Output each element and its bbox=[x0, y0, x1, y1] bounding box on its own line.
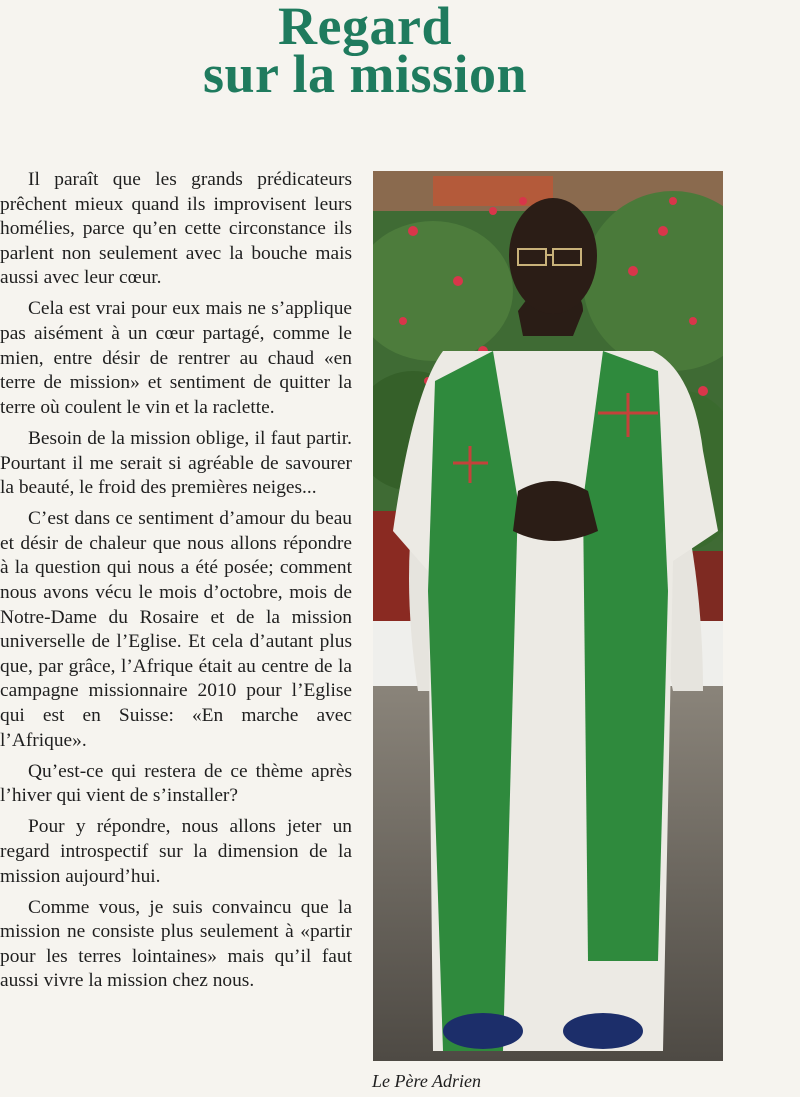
paragraph-7: Comme vous, je suis convaincu que la mission ne consiste plus seulement à «partir pour les terres lointaines» mais qu’il faut aussi vivre la mission chez nous. bbox=[0, 896, 352, 992]
priest-photo bbox=[373, 171, 723, 1061]
paragraph-4: C’est dans ce sentiment d’amour du beau et désir de chaleur que nous allons répondre à la question qui nous a été posée; comment nous avons vécu le mois d’octobre, mois de Notre-Dame du Rosaire et de la mission universelle de l’Eglise. Et cela d’autant plus que, par grâce, l’Afrique était au centre de la campagne missionnaire 2010 pour l’Eglise qui est en Suisse: «En marche avec l’Afrique». bbox=[0, 508, 352, 751]
paragraph-3: Besoin de la mission oblige, il faut partir. Pourtant il me serait si agréable de savourer la beauté, le froid des premières neiges... bbox=[0, 427, 352, 499]
title-line-1: Regard bbox=[278, 0, 452, 56]
paragraph-6: Pour y répondre, nous allons jeter un regard introspectif sur la dimension de la mission aujourd’hui. bbox=[0, 816, 352, 887]
photo-caption: Le Père Adrien bbox=[372, 1071, 481, 1091]
article-column bbox=[0, 168, 352, 1001]
priest-illustration bbox=[373, 171, 723, 1061]
paragraph-1: Il paraît que les grands prédicateurs prêchent mieux quand ils improvisent leurs homélies, parce qu’en cette circonstance ils parlent non seulement avec la bouche mais aussi avec leur cœur. bbox=[0, 169, 352, 289]
paragraph-2: Cela est vrai pour eux mais ne s’applique pas aisément à un cœur partagé, comme le mien, entre désir de rentrer au chaud «en terre de mission» et sentiment de quitter la terre où coulent le vin et la raclette. bbox=[0, 298, 352, 418]
paragraph-5: Qu’est-ce qui restera de ce thème après l’hiver qui vient de s’installer? bbox=[0, 760, 352, 807]
page-title bbox=[0, 0, 730, 104]
title-line-2: sur la mission bbox=[202, 44, 528, 104]
